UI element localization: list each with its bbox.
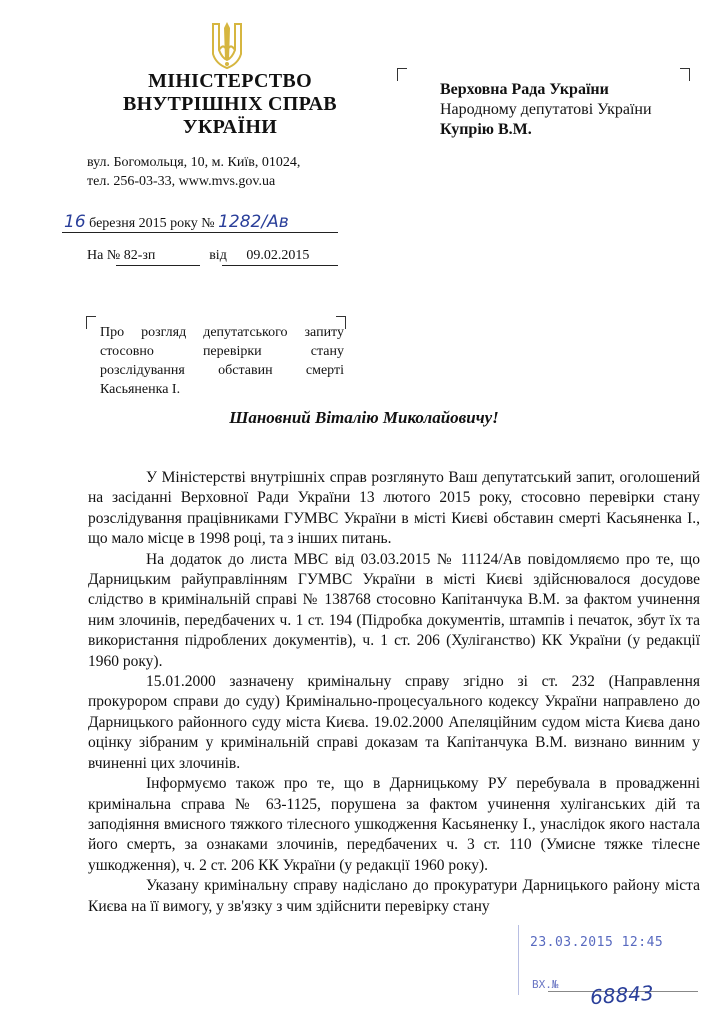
body-paragraph: У Міністерстві внутрішніх справ розглянуто Ваш депутатський запит, оголошений на засіданні Верховної Ради України 13 лютого 2015 року, стосовно перевірки стану розслідування працівниками ГУМВС України в місті Києві обставин смерті Касьяненка І., що мало місце в 1998 році, та з інших питань. — [88, 469, 700, 548]
recipient-line: Купрію В.М. — [440, 121, 532, 138]
ref-number-underline — [116, 265, 200, 266]
reference-line — [87, 248, 356, 264]
recipient-line: Народному депутатові України — [440, 101, 652, 118]
letter-body — [88, 468, 700, 917]
ministry-address — [87, 153, 300, 191]
outgoing-number: 1282/Ав — [218, 212, 289, 232]
ministry-line: МІНІСТЕРСТВО — [148, 70, 312, 92]
bracket-corner — [680, 68, 690, 81]
body-paragraph: На додаток до листа МВС від 03.03.2015 № 11124/Ав повідомляємо про те, що Дарницьким райуправлінням ГУМВС України в місті Києві здійснювалося досудове слідство в кримінальній справі № 138768 стосовно Капітанчука В.М. за фактом учинення ним злочинів, передбачених ч. 1 ст. 194 (Підробка документів, штампів і печаток, збут їх та використання підроблених документів), ч. 1 ст. 206 (Хуліганство) КК України (у редакції 1960 року). — [88, 550, 700, 670]
body-paragraph: 15.01.2000 зазначену кримінальну справу згідно зі ст. 232 (Направлення прокурором справи до суду) Кримінально-процесуального кодексу України направлено до Дарницького районного суду міста Києва. 19.02.2000 Апеляційним судом міста Києва дано оцінку зібраним у кримінальній справі доказам та Капітанчука В.М. визнано винним у вчиненні цих злочинів. — [88, 673, 700, 772]
registration-label: ВХ.№ — [532, 978, 559, 991]
ref-date-underline — [222, 265, 338, 266]
greeting: Шановний Віталію Миколайовичу! — [229, 408, 499, 427]
ministry-line: ВНУТРІШНІХ СПРАВ — [123, 93, 337, 115]
reference-number: 82-зп — [123, 248, 156, 263]
recipient-block — [440, 80, 652, 140]
subject-line: стосовно перевірки стану — [100, 344, 344, 359]
outgoing-dateline — [64, 212, 338, 232]
bracket-corner — [397, 68, 407, 81]
body-paragraph: Інформуємо також про те, що в Дарницькому РУ перебувала в провадженні кримінальна справа № 63-1125, порушена за фактом учинення хуліганських дій та заподіяння вмисного тяжкого тілесного ушкодження Касьяненку І., унаслідок якого настала його смерть, за ознаками злочинів, передбачених ч. 3 ст. 110 (Умисне тяжке тілесне ушкодження), ч. 2 ст. 206 КК України (у редакції 1960 року). — [88, 775, 700, 874]
recipient-line: Верховна Рада України — [440, 81, 609, 98]
registration-number: 68843 — [589, 980, 655, 1010]
subject-block — [100, 323, 344, 399]
outgoing-month-year: березня 2015 року — [89, 216, 198, 231]
body-paragraph: Указану кримінальну справу надіслано до прокуратури Дарницького району міста Києва на її вимогу, у зв'язку з чим здійснити перевірку стану — [88, 877, 700, 915]
trident-emblem-icon — [210, 20, 244, 70]
dateline-underline — [62, 232, 338, 233]
reference-prefix: На № — [87, 248, 121, 263]
reference-from-label: від — [209, 248, 227, 263]
ministry-name — [95, 70, 365, 139]
subject-line: розслідування обставин смерті — [100, 363, 344, 378]
outgoing-day: 16 — [64, 212, 86, 232]
address-line: вул. Богомольця, 10, м. Київ, 01024, — [87, 155, 301, 170]
outgoing-number-label: № — [201, 216, 215, 231]
reference-date: 09.02.2015 — [246, 248, 310, 263]
address-line: тел. 256-03-33, www.mvs.gov.ua — [87, 174, 276, 189]
bracket-corner — [86, 316, 96, 329]
subject-line: Касьяненка І. — [100, 382, 181, 397]
subject-line: Про розгляд депутатського запиту — [100, 325, 344, 340]
ministry-line: УКРАЇНИ — [182, 116, 278, 138]
registration-stamp-datetime: 23.03.2015 12:45 — [530, 935, 664, 950]
